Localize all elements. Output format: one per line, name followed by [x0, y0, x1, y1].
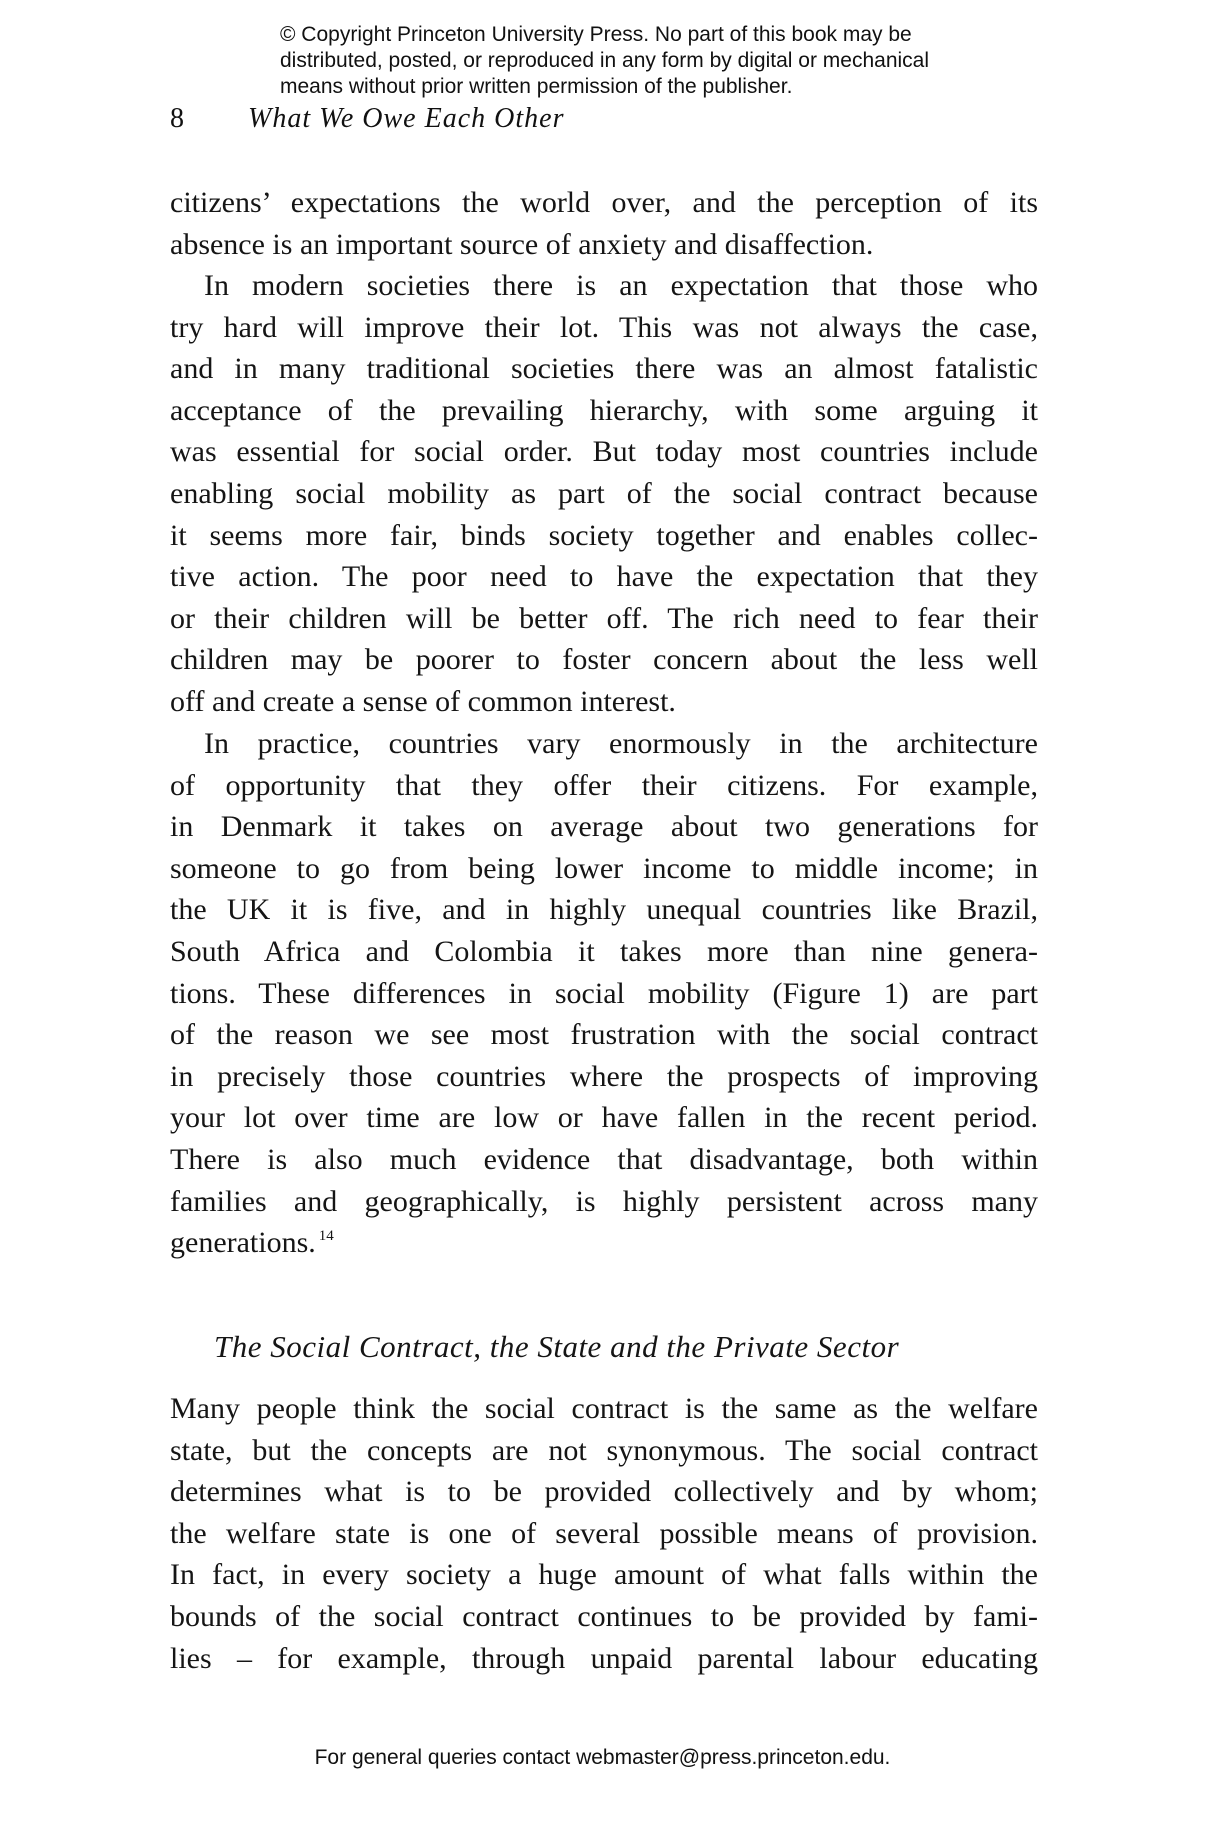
- text-line: of the reason we see most frustration with the social contract: [170, 1018, 1038, 1052]
- text-line-content: generations.: [170, 1226, 316, 1260]
- text-line: bounds of the social contract continues to be provided by fami-: [170, 1599, 1038, 1633]
- copyright-line: means without prior written permission of the publisher.: [280, 75, 793, 98]
- text-line: tive action. The poor need to have the expectation that they: [170, 560, 1038, 594]
- book-title: What We Owe Each Other: [248, 103, 565, 134]
- text-line: in Denmark it takes on average about two generations for: [170, 810, 1038, 844]
- text-line: state, but the concepts are not synonymous. The social contract: [170, 1433, 1038, 1467]
- text-line: In modern societies there is an expectation that those who: [204, 269, 1038, 302]
- text-line: acceptance of the prevailing hierarchy, with some arguing it: [170, 393, 1038, 427]
- text-line: Many people think the social contract is the same as the welfare: [170, 1392, 1038, 1425]
- text-line: In fact, in every society a huge amount of what falls within the: [170, 1558, 1038, 1592]
- text-line: off and create a sense of common interest.: [170, 684, 676, 718]
- text-line: tions. These differences in social mobility (Figure 1) are part: [170, 976, 1038, 1010]
- copyright-line: © Copyright Princeton University Press. No part of this book may be: [280, 23, 912, 46]
- section-heading: The Social Contract, the State and the Private Sector: [214, 1329, 900, 1364]
- text-line: absence is an important source of anxiety and disaffection.: [170, 227, 874, 261]
- text-line: citizens’ expectations the world over, and the perception of its: [170, 186, 1038, 219]
- text-line: There is also much evidence that disadvantage, both within: [170, 1142, 1038, 1176]
- text-line: families and geographically, is highly persistent across many: [170, 1184, 1038, 1218]
- copyright-line: distributed, posted, or reproduced in any form by digital or mechanical: [280, 49, 930, 72]
- text-line: determines what is to be provided collectively and by whom;: [170, 1475, 1038, 1509]
- running-head: [170, 102, 564, 136]
- footer-contact: For general queries contact webmaster@press.princeton.edu.: [314, 1746, 891, 1769]
- text-line: try hard will improve their lot. This was not always the case,: [170, 310, 1038, 344]
- text-line: in precisely those countries where the prospects of improving: [170, 1059, 1038, 1093]
- text-line: the welfare state is one of several possible means of provision.: [170, 1516, 1038, 1550]
- text-line: or their children will be better off. The rich need to fear their: [170, 601, 1038, 635]
- page-number: 8: [170, 103, 184, 134]
- text-line: someone to go from being lower income to middle income; in: [170, 851, 1038, 885]
- text-line: was essential for social order. But today most countries include: [170, 435, 1038, 469]
- footnote-marker: 14: [318, 1228, 334, 1245]
- text-line: and in many traditional societies there was an almost fatalistic: [170, 352, 1038, 386]
- text-line: lies – for example, through unpaid parental labour educating: [170, 1641, 1038, 1675]
- text-line: the UK it is five, and in highly unequal countries like Brazil,: [170, 893, 1038, 927]
- paragraph: [170, 723, 1038, 1264]
- text-line: your lot over time are low or have fallen in the recent period.: [170, 1101, 1038, 1135]
- text-line: of opportunity that they offer their citizens. For example,: [170, 768, 1038, 802]
- paragraph: [170, 265, 1038, 723]
- copyright-notice: [280, 22, 1020, 100]
- text-line: it seems more fair, binds society together and enables collec-: [170, 518, 1038, 552]
- paragraph: [170, 1388, 1038, 1679]
- text-line: In practice, countries vary enormously in the architecture: [204, 727, 1038, 760]
- text-line: enabling social mobility as part of the social contract because: [170, 476, 1038, 510]
- text-line: South Africa and Colombia it takes more than nine genera-: [170, 934, 1038, 968]
- text-line: [170, 1222, 1038, 1264]
- paragraph: [170, 182, 1038, 265]
- text-line: children may be poorer to foster concern about the less well: [170, 643, 1038, 677]
